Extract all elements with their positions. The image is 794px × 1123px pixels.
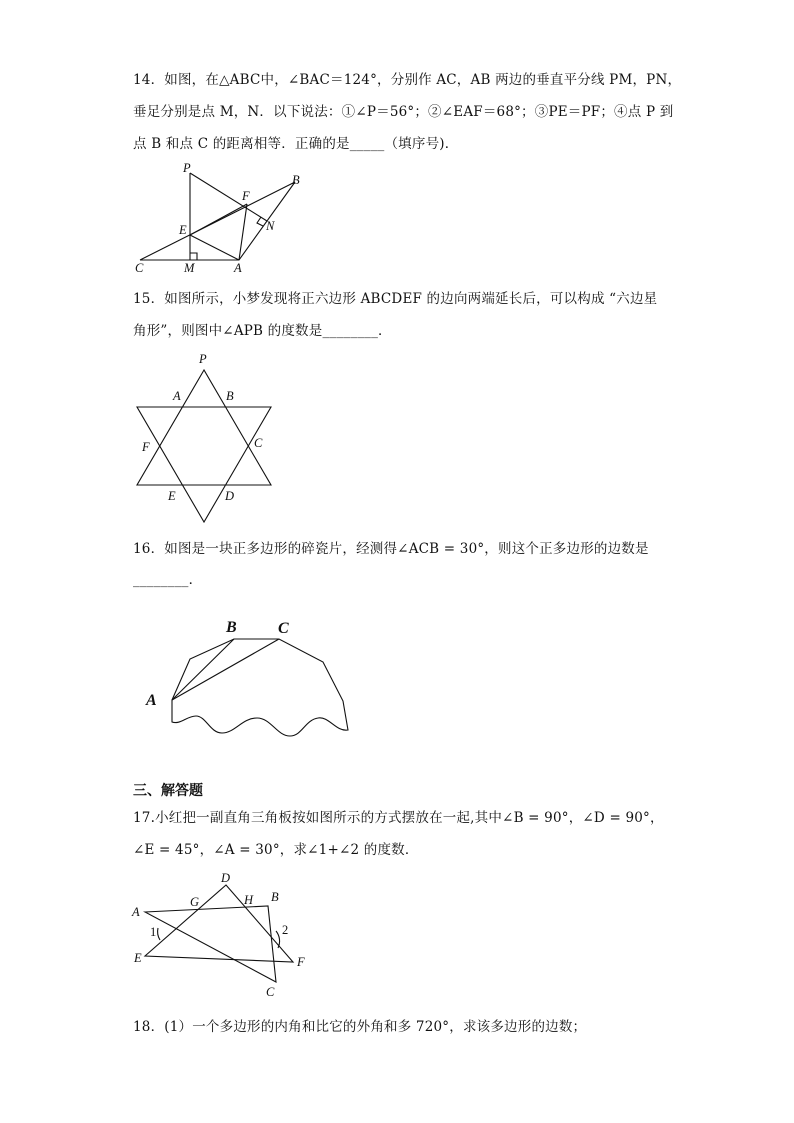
q17-label-A: A bbox=[132, 905, 140, 919]
q15-text-line-2: 角形”，则图中∠APB 的度数是________． bbox=[133, 323, 392, 339]
q17-label-C: C bbox=[266, 985, 275, 999]
q14-label-F: F bbox=[242, 189, 250, 203]
q14-text-line-1: 14．如图，在△ABC中，∠BAC＝124°，分别作 AC，AB 两边的垂直平分线 PM，PN， bbox=[133, 72, 682, 88]
q15-label-C: C bbox=[254, 436, 263, 450]
q14-label-N: N bbox=[266, 219, 275, 233]
q15-label-B: B bbox=[226, 389, 234, 403]
q14-label-M: M bbox=[184, 261, 195, 275]
q16-figure bbox=[140, 612, 360, 747]
q14-label-P: P bbox=[183, 161, 191, 175]
q14-text-line-3: 点 B 和点 C 的距离相等．正确的是_____（填序号)． bbox=[133, 136, 459, 152]
q17-text-line-1: 17.小红把一副直角三角板按如图所示的方式摆放在一起,其中∠B = 90°，∠D = 90°， bbox=[133, 810, 664, 826]
q15-label-D: D bbox=[225, 489, 235, 503]
q17-triangle-ABC bbox=[145, 906, 276, 982]
q15-figure bbox=[125, 348, 285, 528]
q17-label-B: B bbox=[271, 890, 279, 904]
q15-label-F: F bbox=[142, 440, 150, 454]
q17-label-D: D bbox=[221, 871, 231, 885]
q14-text-line-2: 垂足分别是点 M，N．以下说法：①∠P＝56°；②∠EAF＝68°；③PE＝PF；④点 P 到 bbox=[133, 104, 674, 120]
q18-text-line-1: 18．(1）一个多边形的内角和比它的外角和多 720°，求该多边形的边数； bbox=[133, 1019, 587, 1035]
q14-label-B: B bbox=[292, 173, 300, 187]
q16-text-line-2: ________． bbox=[133, 572, 203, 588]
q14-right-angle-M bbox=[190, 253, 197, 260]
q16-shard-outline bbox=[172, 639, 348, 736]
q17-angle-1-arc bbox=[158, 928, 160, 940]
q15-triangle-up bbox=[137, 370, 271, 485]
q16-label-C: C bbox=[278, 620, 289, 637]
q14-line-EF bbox=[190, 204, 247, 235]
q14-label-E: E bbox=[179, 223, 187, 237]
q17-label-1: 1 bbox=[150, 925, 157, 939]
q14-label-C: C bbox=[135, 261, 144, 275]
q17-label-E: E bbox=[134, 951, 142, 965]
q16-text-line-1: 16．如图是一块正多边形的碎瓷片，经测得∠ACB = 30°，则这个正多边形的边数是 bbox=[133, 541, 649, 557]
q17-figure bbox=[128, 868, 318, 1000]
q15-label-P: P bbox=[199, 352, 207, 366]
q17-angle-2-arc bbox=[276, 931, 280, 948]
q14-line-FA bbox=[239, 204, 247, 260]
q17-label-2: 2 bbox=[282, 923, 289, 937]
q15-label-E: E bbox=[168, 489, 176, 503]
q17-label-H: H bbox=[244, 893, 254, 907]
q14-figure bbox=[130, 158, 310, 276]
q17-text-line-2: ∠E = 45°，∠A = 30°，求∠1+∠2 的度数． bbox=[133, 842, 419, 858]
q14-label-A: A bbox=[234, 261, 242, 275]
q15-triangle-down bbox=[137, 407, 271, 522]
q15-text-line-1: 15．如图所示，小梦发现将正六边形 ABCDEF 的边向两端延长后，可以构成 “六边星 bbox=[133, 291, 658, 307]
q16-label-B: B bbox=[226, 619, 237, 636]
q16-label-A: A bbox=[146, 692, 157, 709]
q15-label-A: A bbox=[173, 389, 181, 403]
q17-label-G: G bbox=[190, 895, 200, 909]
section-title: 三、解答题 bbox=[133, 783, 203, 799]
q16-line-AC bbox=[172, 639, 279, 700]
q17-label-F: F bbox=[297, 955, 305, 969]
